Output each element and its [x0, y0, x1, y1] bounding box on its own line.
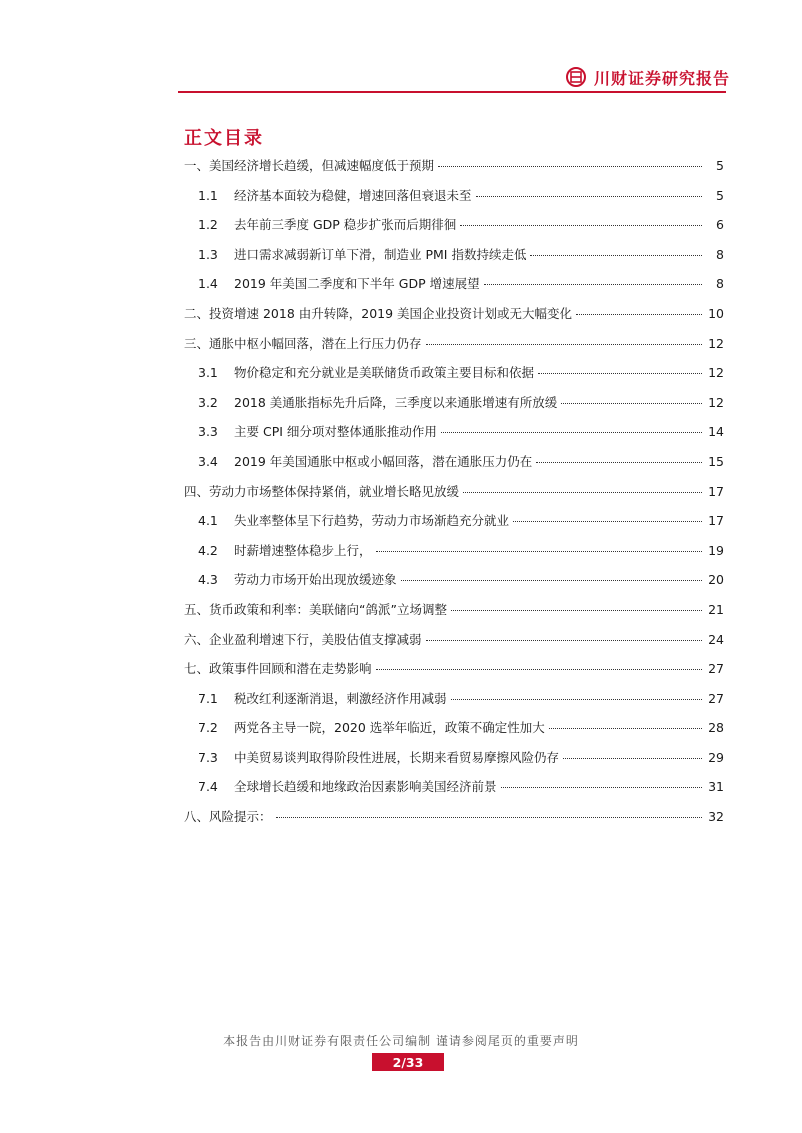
toc-entry[interactable]	[184, 630, 724, 660]
brand-name: 川财证券研究报告	[594, 68, 731, 88]
footer-disclaimer: 本报告由川财证券有限责任公司编制 谨请参阅尾页的重要声明	[223, 1034, 579, 1048]
toc-entry-title: 四、劳动力市场整体保持紧俏，就业增长略见放缓	[184, 483, 460, 499]
toc-leader-dots	[536, 461, 702, 463]
toc-entry[interactable]	[184, 807, 724, 837]
toc-entry-page: 31	[708, 779, 724, 795]
toc-entry[interactable]	[184, 422, 724, 452]
toc-entry-title: 劳动力市场开始出现放缓迹象	[234, 572, 397, 588]
toc-leader-dots	[441, 431, 702, 433]
toc-entry-title: 中美贸易谈判取得阶段性进展，长期来看贸易摩擦风险仍存	[234, 749, 560, 765]
toc-entry-page: 5	[716, 158, 724, 173]
toc-entry[interactable]	[184, 363, 724, 393]
toc-entry-number: 4.2	[198, 542, 218, 558]
toc-entry-page: 12	[708, 335, 724, 351]
toc-entry-page: 12	[708, 394, 724, 410]
toc-leader-dots	[276, 816, 702, 818]
toc-entry-page: 32	[708, 809, 724, 825]
toc-entry-title: 2019 年美国二季度和下半年 GDP 增速展望	[234, 276, 480, 292]
toc-entry-page: 20	[708, 572, 724, 588]
toc-entry-title: 税改红利逐渐消退，刺激经济作用减弱	[234, 690, 447, 706]
toc-leader-dots	[463, 491, 702, 493]
toc-entry-title: 七、政策事件回顾和潜在走势影响	[184, 661, 372, 677]
toc-entry[interactable]	[184, 482, 724, 512]
toc-leader-dots	[563, 757, 702, 759]
toc-leader-dots	[426, 343, 702, 345]
toc-entry-number: 3.1	[198, 365, 218, 381]
toc-entry[interactable]	[184, 689, 724, 719]
toc-entry[interactable]	[184, 452, 724, 482]
toc-entry[interactable]	[184, 156, 724, 186]
toc-entry-page: 24	[708, 631, 724, 647]
toc-entry-title: 八、风险提示：	[184, 809, 272, 825]
toc-entry-page: 17	[708, 483, 724, 499]
toc-entry[interactable]	[184, 777, 724, 807]
toc-entry-title: 主要 CPI 细分项对整体通胀推动作用	[234, 424, 437, 440]
toc-entry-title: 全球增长趋缓和地缘政治因素影响美国经济前景	[234, 779, 497, 795]
toc-leader-dots	[549, 727, 702, 729]
page-title: 正文目录	[184, 128, 264, 149]
toc-entry-title: 二、投资增速 2018 由升转降，2019 美国企业投资计划或无大幅变化	[184, 305, 573, 321]
toc-entry-number: 7.4	[198, 779, 218, 795]
toc-entry-title: 失业率整体呈下行趋势，劳动力市场渐趋充分就业	[234, 513, 510, 529]
toc-entry-title: 2019 年美国通胀中枢或小幅回落，潜在通胀压力仍在	[234, 453, 533, 469]
toc-entry[interactable]	[184, 541, 724, 571]
toc-entry-number: 4.3	[198, 572, 218, 588]
toc-entry-page: 17	[708, 513, 724, 529]
toc-leader-dots	[438, 165, 702, 167]
toc-entry-number: 1.3	[198, 246, 218, 262]
toc-entry-title: 物价稳定和充分就业是美联储货币政策主要目标和依据	[234, 365, 535, 381]
toc-entry-page: 27	[708, 690, 724, 706]
toc-entry-title: 进口需求减弱新订单下滑，制造业 PMI 指数持续走低	[234, 246, 527, 262]
chuancai-logo-icon	[566, 67, 586, 87]
toc-entry[interactable]	[184, 511, 724, 541]
toc-leader-dots	[460, 224, 702, 226]
toc-entry-title: 三、通胀中枢小幅回落，潜在上行压力仍存	[184, 335, 422, 351]
toc-entry-number: 1.2	[198, 217, 218, 233]
toc-entry-page: 12	[708, 365, 724, 381]
toc-leader-dots	[538, 372, 702, 374]
toc-entry-number: 7.2	[198, 720, 218, 736]
toc-entry-page: 10	[708, 305, 724, 321]
toc-entry-page: 21	[708, 601, 724, 617]
header-brand	[566, 66, 730, 88]
page-number: 2/33	[372, 1053, 444, 1071]
toc-leader-dots	[576, 313, 702, 315]
toc-entry-page: 6	[716, 217, 724, 233]
toc-entry-number: 3.3	[198, 424, 218, 440]
toc-entry-number: 1.4	[198, 276, 218, 292]
toc-entry[interactable]	[184, 600, 724, 630]
toc-entry[interactable]	[184, 718, 724, 748]
toc-leader-dots	[426, 639, 702, 641]
toc-entry[interactable]	[184, 304, 724, 334]
toc-entry-title: 2018 美通胀指标先升后降，三季度以来通胀增速有所放缓	[234, 394, 558, 410]
toc-entry-page: 8	[716, 276, 724, 292]
toc-leader-dots	[401, 579, 702, 581]
toc-entry-page: 28	[708, 720, 724, 736]
toc-entry-number: 3.2	[198, 394, 218, 410]
toc-entry-title: 经济基本面较为稳健，增速回落但衰退未至	[234, 187, 472, 203]
toc-leader-dots	[530, 254, 702, 256]
toc-entry-title: 两党各主导一院，2020 选举年临近，政策不确定性加大	[234, 720, 545, 736]
toc-entry-number: 7.3	[198, 749, 218, 765]
toc-leader-dots	[501, 786, 702, 788]
toc-leader-dots	[484, 283, 702, 285]
toc-leader-dots	[513, 520, 702, 522]
toc-entry-title: 去年前三季度 GDP 稳步扩张而后期徘徊	[234, 217, 457, 233]
toc-entry-page: 29	[708, 749, 724, 765]
toc-entry[interactable]	[184, 393, 724, 423]
toc-entry-page: 5	[716, 187, 724, 203]
toc-entry[interactable]	[184, 274, 724, 304]
toc-leader-dots	[376, 550, 702, 552]
toc-entry-number: 4.1	[198, 513, 218, 529]
toc-entry-page: 14	[708, 424, 724, 440]
toc-leader-dots	[451, 609, 702, 611]
toc-entry-number: 3.4	[198, 453, 218, 469]
toc-entry[interactable]	[184, 334, 724, 364]
toc-entry-title: 六、企业盈利增速下行，美股估值支撑减弱	[184, 631, 422, 647]
toc-entry-title: 一、美国经济增长趋缓，但减速幅度低于预期	[184, 158, 435, 173]
toc-leader-dots	[376, 668, 702, 670]
toc-entry[interactable]	[184, 186, 724, 216]
toc-entry-page: 19	[708, 542, 724, 558]
toc-entry[interactable]	[184, 570, 724, 600]
toc-entry[interactable]	[184, 748, 724, 778]
toc-entry-title: 五、货币政策和利率：美联储向“鸽派”立场调整	[184, 601, 447, 617]
toc-entry[interactable]	[184, 215, 724, 245]
toc-entry[interactable]	[184, 245, 724, 275]
toc-leader-dots	[476, 195, 702, 197]
table-of-contents	[184, 156, 724, 837]
header-divider	[178, 91, 726, 93]
toc-entry-page: 27	[708, 661, 724, 677]
toc-entry-page: 15	[708, 453, 724, 469]
toc-leader-dots	[451, 698, 702, 700]
toc-entry[interactable]	[184, 659, 724, 689]
toc-entry-number: 7.1	[198, 690, 218, 706]
toc-entry-number: 1.1	[198, 187, 218, 203]
toc-entry-title: 时薪增速整体稳步上行，	[234, 542, 372, 558]
toc-entry-page: 8	[716, 246, 724, 262]
toc-leader-dots	[561, 402, 702, 404]
